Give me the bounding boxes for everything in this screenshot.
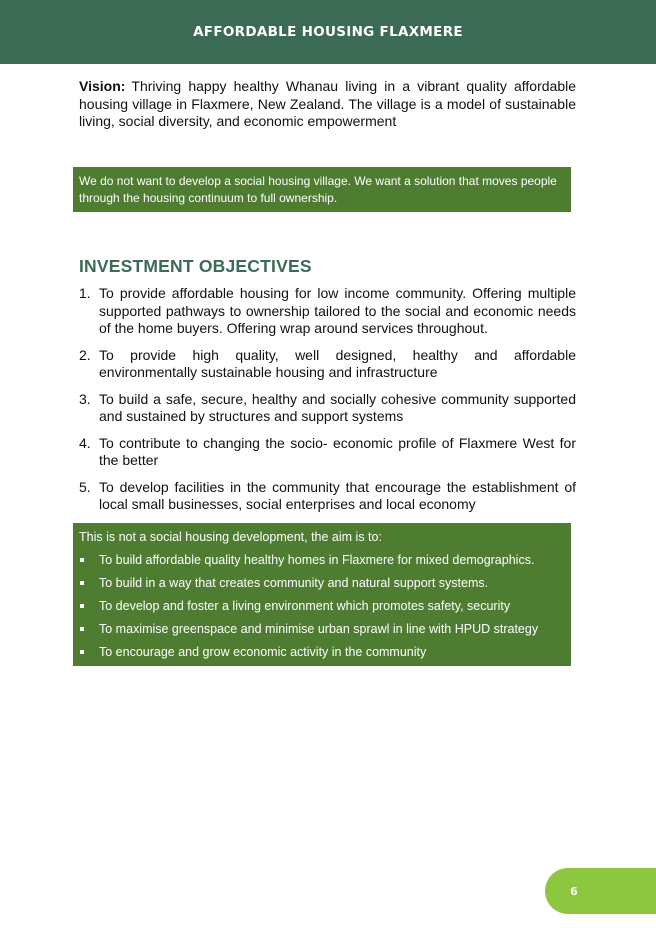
square-bullet-icon [80, 604, 84, 608]
aim-text: To develop and foster a living environment which promotes safety, security [99, 598, 511, 613]
section-heading: INVESTMENT OBJECTIVES [79, 256, 312, 276]
objective-number: 1. [79, 285, 91, 301]
vision-label: Vision: [79, 78, 126, 94]
square-bullet-icon [80, 581, 84, 585]
vision-statement [79, 78, 576, 131]
objective-text: To provide high quality, well designed, healthy and affordable environmentally sustainable housing and infrastructure [99, 346, 576, 380]
square-bullet-icon [80, 627, 84, 631]
objective-number: 4. [79, 434, 91, 451]
aim-item [79, 617, 565, 640]
aim-text: To build in a way that creates community and natural support systems. [99, 576, 489, 591]
page-number: 6 [570, 884, 578, 898]
objective-number: 2. [79, 346, 91, 363]
aims-intro: This is not a social housing development, the aim is to: [79, 530, 382, 544]
callout-text: We do not want to develop a social housing village. We want a solution that moves people through the housing continuum to full ownership. [79, 174, 557, 205]
aim-item [79, 640, 565, 663]
page-number-tab [545, 868, 656, 914]
objectives-list [79, 285, 576, 523]
objective-number: 5. [79, 478, 91, 495]
objective-item [79, 479, 576, 514]
objective-item [79, 285, 576, 338]
aim-text: To maximise greenspace and minimise urban sprawl in line with HPUD strategy [99, 621, 539, 636]
aim-item [79, 595, 565, 618]
square-bullet-icon [80, 558, 84, 562]
aims-box [73, 523, 571, 666]
objective-item [79, 391, 576, 426]
objective-item [79, 347, 576, 382]
header-title: AFFORDABLE HOUSING FLAXMERE [193, 24, 463, 40]
aim-item [79, 549, 565, 572]
objective-item [79, 435, 576, 470]
objective-text: To contribute to changing the socio- economic profile of Flaxmere West for the better [99, 434, 576, 468]
aims-list [79, 549, 565, 663]
callout-box [73, 167, 571, 212]
objective-text: To provide affordable housing for low income community. Offering multiple supported pathways to ownership tailored to the social and economic needs of the home buyers. Offering wrap around services throughout. [99, 285, 576, 336]
objective-number: 3. [79, 390, 91, 407]
vision-text: Thriving happy healthy Whanau living in a vibrant quality affordable housing village in Flaxmere, New Zealand. The village is a model of sustainable living, social diversity, and economic empowerment [79, 78, 576, 129]
aim-text: To build affordable quality healthy homes in Flaxmere for mixed demographics. [99, 553, 535, 568]
page-header [0, 0, 656, 64]
aim-text: To encourage and grow economic activity in the community [99, 644, 427, 659]
square-bullet-icon [80, 650, 84, 654]
objective-text: To build a safe, secure, healthy and socially cohesive community supported and sustained by structures and support systems [99, 390, 576, 424]
aim-item [79, 572, 565, 595]
objective-text: To develop facilities in the community that encourage the establishment of local small businesses, social enterprises and local economy [99, 478, 576, 512]
